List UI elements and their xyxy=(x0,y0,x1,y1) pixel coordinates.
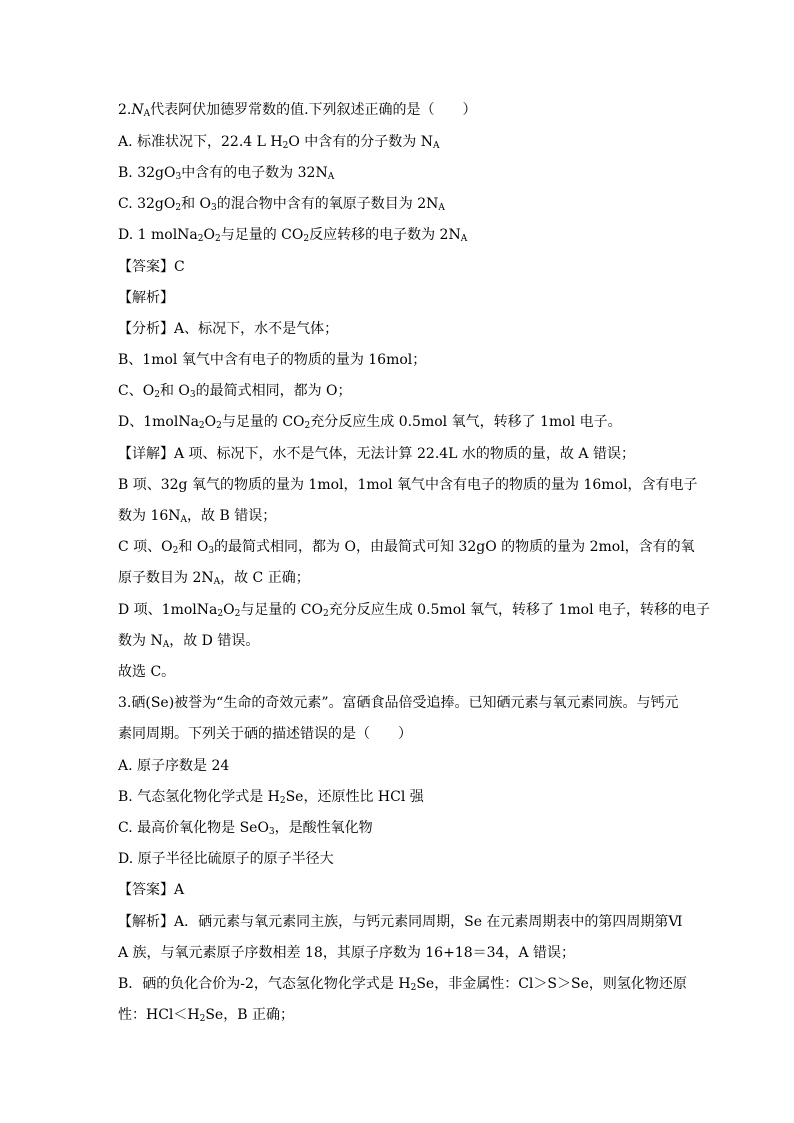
q2-xiangjie-a: 【详解】A 项、标况下，水不是气体，无法计算 22.4L 水的物质的量，故 A 错误； xyxy=(118,446,635,462)
q3-stem-line2: 素同周期。下列关于硒的描述错误的是（ ） xyxy=(118,726,412,742)
q3-option-d: D. 原子半径比硫原子的原子半径大 xyxy=(118,851,334,867)
q3-jiexi-b-line2: 性：$HCl<H_2Se$，B 正确； xyxy=(118,1007,294,1024)
q3-stem-line1: 3.硒(Se)被誉为“生命的奇效元素”。富硒食品倍受追捧。已知硒元素与氧元素同族。与钙元 xyxy=(118,695,679,711)
q3-jiexi-b-line1: B．硒的负化合价为-2，气态氢化物化学式是 $H_2Se$，非金属性：Cl＞S＞Se，则氢化物还原 xyxy=(118,976,687,993)
q2-xiangjie-b-line2: 数为 $16N_A$，故 B 错误； xyxy=(118,508,277,525)
q2-analysis-heading: 【解析】 xyxy=(118,290,174,306)
q2-conclusion: 故选 C。 xyxy=(118,664,176,680)
q3-answer: 【答案】A xyxy=(118,882,185,898)
q2-fenxi-b: B、1mol 氧气中含有电子的物质的量为 16mol； xyxy=(118,352,427,368)
q2-option-d: D. 1 $molNa_2O_2$与足量的 $CO_2$反应转移的电子数为 $2N_A$ xyxy=(118,227,468,244)
q3-jiexi-a-line2: A 族，与氧元素原子序数相差 18，其原子序数为 16+18＝34，A 错误； xyxy=(118,945,576,961)
q2-fenxi-a: 【分析】A、标况下，水不是气体； xyxy=(118,321,339,337)
q2-option-c: C. $32gO_2$和 $O_3$的混合物中含有的氧原子数目为 $2N_A$ xyxy=(118,196,445,213)
q2-xiangjie-d-line2: 数为 $N_A$，故 D 错误。 xyxy=(118,633,260,650)
q3-option-a: A. 原子序数是 24 xyxy=(118,758,230,774)
q2-xiangjie-c-line1: C 项、$O_2$和 $O_3$的最简式相同，都为 O，由最简式可知 32gO 的物质的量为 2mol，含有的氧 xyxy=(118,539,695,556)
q2-fenxi-d: D、$1molNa_2O_2$与足量的 $CO_2$充分反应生成 0.5mol 氧气，转移了 1mol 电子。 xyxy=(118,414,622,431)
q3-jiexi-a-line1: 【解析】A．硒元素与氧元素同主族，与钙元素同周期，Se 在元素周期表中的第四周期第Ⅵ xyxy=(118,914,683,930)
q3-option-c: C. 最高价氧化物是 SeO$_3$，是酸性氧化物 xyxy=(118,820,373,837)
q2-option-b: B. $32gO_3$中含有的电子数为 $32N_A$ xyxy=(118,165,335,182)
q2-answer: 【答案】C xyxy=(118,259,185,275)
q2-xiangjie-c-line2: 原子数目为 $2N_A$，故 C 正确； xyxy=(118,570,310,587)
q2-xiangjie-d-line1: D 项、$1molNa_2O_2$与足量的 $CO_2$充分反应生成 0.5mol 氧气，转移了 1mol 电子，转移的电子 xyxy=(118,602,711,619)
q2-fenxi-c: C、$O_2$和 $O_3$的最简式相同，都为 O； xyxy=(118,383,352,400)
q2-stem: $2.N_A$代表阿伏加德罗常数的值.下列叙述正确的是（ ） xyxy=(118,102,477,119)
q2-xiangjie-b-line1: B 项、32g 氧气的物质的量为 1mol，1mol 氧气中含有电子的物质的量为 16mol，含有电子 xyxy=(118,477,698,493)
q2-option-a: A. 标准状况下，22.4 L $H_2O$ 中含有的分子数为 $N_A$ xyxy=(118,134,440,151)
q3-option-b: B. 气态氢化物化学式是 $H_2Se$，还原性比 HCl 强 xyxy=(118,789,424,806)
